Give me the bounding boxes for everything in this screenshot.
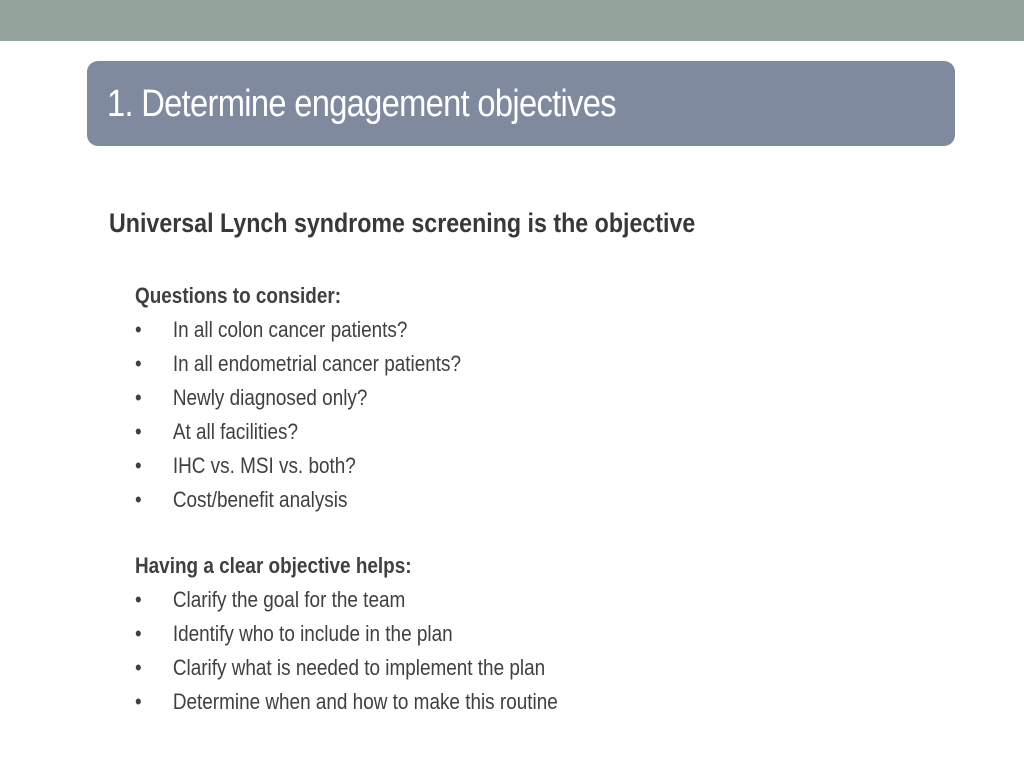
- list-item-text: In all endometrial cancer patients?: [172, 351, 462, 376]
- list-item-text: Clarify the goal for the team: [172, 587, 406, 612]
- bullet-icon: •: [135, 487, 142, 512]
- bullet-icon: •: [135, 453, 142, 478]
- list-item: [135, 617, 754, 651]
- slide-subtitle: Universal Lynch syndrome screening is the objective: [109, 208, 696, 238]
- top-accent-bar: [0, 0, 1024, 41]
- bullet-icon: •: [135, 385, 142, 410]
- list-item: [135, 449, 754, 483]
- bullet-icon: •: [135, 621, 142, 646]
- list-item: [135, 347, 754, 381]
- list-item-text: Clarify what is needed to implement the plan: [172, 655, 546, 680]
- bullet-icon: •: [135, 587, 142, 612]
- questions-list: [135, 313, 754, 517]
- list-item: [135, 313, 754, 347]
- list-item-text: In all colon cancer patients?: [172, 317, 408, 342]
- list-item-text: Newly diagnosed only?: [172, 385, 368, 410]
- bullet-icon: •: [135, 689, 142, 714]
- title-banner: [87, 61, 955, 146]
- bullet-icon: •: [135, 655, 142, 680]
- questions-heading: Questions to consider:: [135, 283, 342, 308]
- list-item-text: IHC vs. MSI vs. both?: [172, 453, 356, 478]
- list-item: [135, 483, 754, 517]
- list-item: [135, 651, 754, 685]
- list-item-text: Determine when and how to make this routine: [172, 689, 558, 714]
- objective-helps-heading: Having a clear objective helps:: [135, 553, 412, 578]
- list-item: [135, 415, 754, 449]
- slide-title: 1. Determine engagement objectives: [107, 82, 616, 125]
- list-item-text: At all facilities?: [172, 419, 298, 444]
- bullet-icon: •: [135, 351, 142, 376]
- bullet-icon: •: [135, 317, 142, 342]
- questions-section: [135, 279, 754, 517]
- list-item-text: Cost/benefit analysis: [172, 487, 348, 512]
- objective-helps-list: [135, 583, 754, 719]
- list-item-text: Identify who to include in the plan: [172, 621, 453, 646]
- bullet-icon: •: [135, 419, 142, 444]
- list-item: [135, 381, 754, 415]
- objective-helps-section: [135, 549, 754, 719]
- list-item: [135, 583, 754, 617]
- list-item: [135, 685, 754, 719]
